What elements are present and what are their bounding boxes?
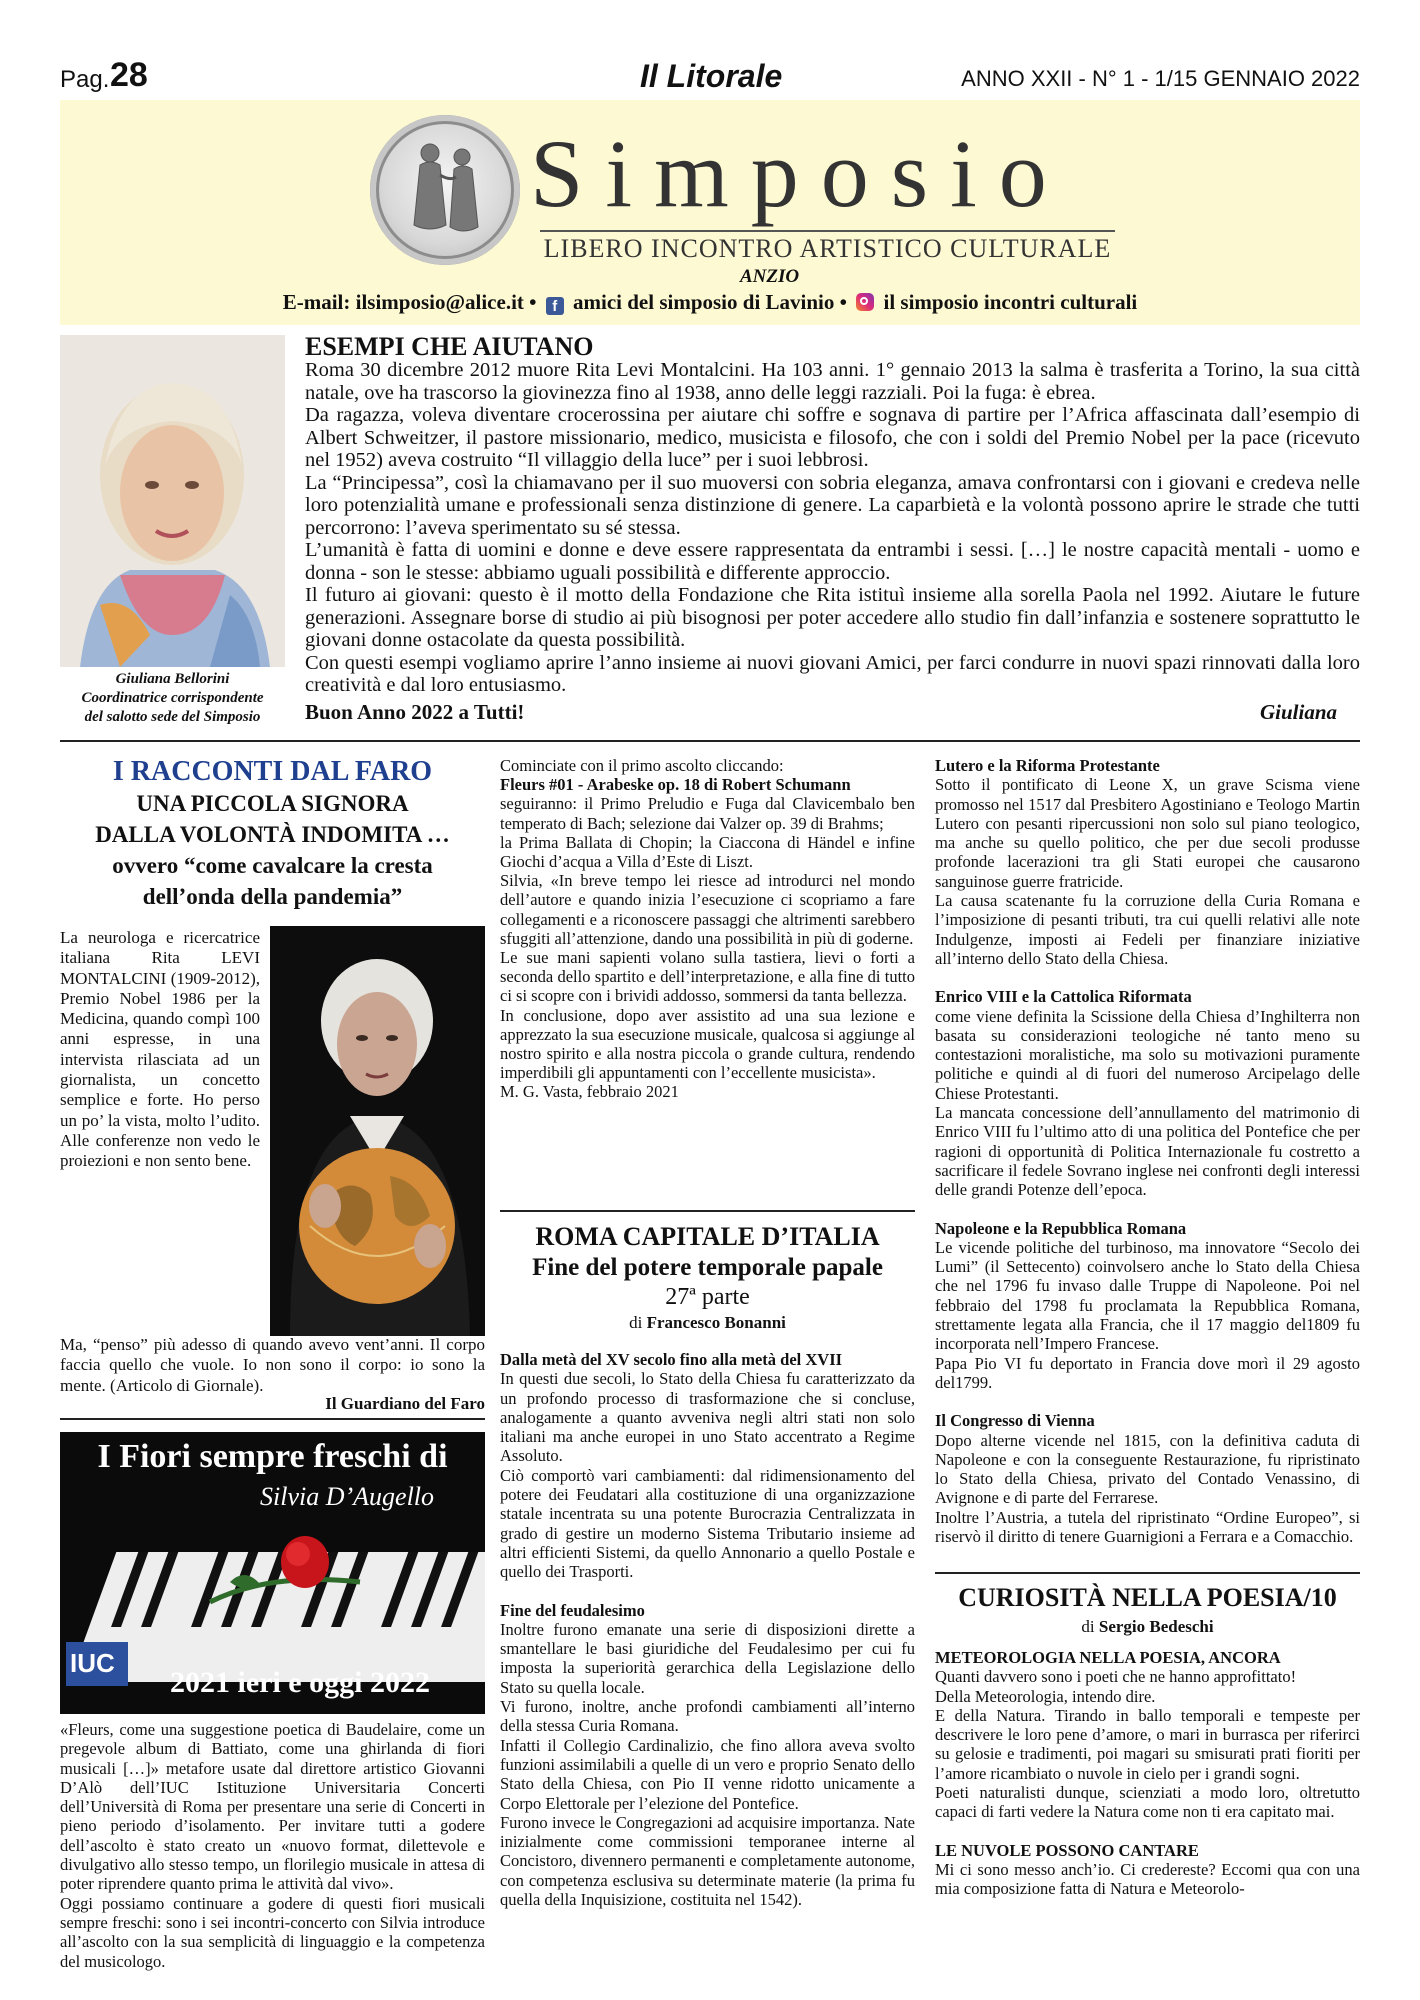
- giuliana-portrait: [60, 335, 285, 667]
- fiori-banner-title: I Fiori sempre freschi di: [97, 1438, 448, 1475]
- section-heading: Il Congresso di Vienna: [935, 1411, 1095, 1431]
- montalcini-photo: [270, 926, 485, 1336]
- page-header: [60, 58, 1360, 98]
- paragraph: Le vicende politiche del turbinoso, ma innovatore “Secolo dei Lumi” (il Settecento) coinvolsero anche lo Stato della Chiesa che nel 1796 fu invaso dalle Truppe di Napoleone. Poi nel febbraio del 1798 fu proclamata la Repubblica Romana, strettamente legata alla Francia, che il 17 maggio del1809 fu incorporata nell’Impero Francese.: [935, 1237, 1360, 1354]
- simposio-logo-icon: [370, 115, 520, 265]
- paragraph: seguiranno: il Primo Preludio e Fuga dal Clavicembalo ben temperato di Bach; selezione dai Valzer op. 39 di Brahms;: [500, 794, 915, 833]
- issue-info: ANNO XXII - N° 1 - 1/15 GENNAIO 2022: [961, 66, 1360, 91]
- paragraph: La mancata concessione dell’annullamento del matrimonio di Enrico VIII fu l’ultimo atto di una politica del Pontefice che per ragioni di opportunità di Politica Internazionale fu costretto a sacrificare il fedele Sovrano inglese nei confronti degli interessi delle grandi Potenze dell’epoca.: [935, 1103, 1360, 1200]
- roma-byline: [500, 1313, 915, 1333]
- paragraph: Vi furono, inoltre, anche profondi cambiamenti all’interno della stessa Curia Romana.: [500, 1697, 915, 1736]
- page-label: Pag.: [60, 66, 110, 93]
- simposio-location: ANZIO: [740, 266, 800, 287]
- paragraph: Ciò comportò vari cambiamenti: dal ridimensionamento del potere dei Feudatari alla costituzione di una organizzazione statale incentrata su una potente Burocrazia Centralizzata in grado di gestire un moderno Sistema Tributario insieme ad altri efficienti Sistemi, da quello Annonario a quello Postale e quello dei Trasporti.: [500, 1465, 915, 1582]
- email-contact[interactable]: E-mail: ilsimposio@alice.it: [282, 290, 524, 314]
- paragraph: Cominciate con il primo ascolto cliccando:: [500, 756, 784, 775]
- caption-line: Giuliana Bellorini: [115, 671, 230, 687]
- caption-line: del salotto sede del Simposio: [84, 709, 261, 725]
- faro-headline-line: dell’onda della pandemia”: [142, 884, 403, 909]
- paragraph: In conclusione, dopo aver assistito ad una sua lezione e apprezzato la sua esecuzione musicale, qualcosa si aggiunge al nostro spirito e alla nostra piccola o grande cultura, rendendo imperdibili gli appuntamenti con l’eccellente musicista».: [500, 1005, 915, 1083]
- roma-subtitle: Fine del potere temporale papale: [532, 1254, 883, 1281]
- section-heading: Lutero e la Riforma Protestante: [935, 756, 1160, 775]
- paragraph: Sotto il pontificato di Leone X, un grave Scisma viene promosso nel 1517 dal Presbitero Agostiniano e Teologo Martin Lutero con pesanti ripercussioni non solo sul piano teologico, ma anche su quello politico, che per due secoli produsse profonde lacerazioni tra gli Stati europei che causarono sanguinose guerre fratricide.: [935, 775, 1360, 891]
- article-closing: Buon Anno 2022 a Tutti!: [305, 700, 525, 724]
- section-heading: Napoleone e la Repubblica Romana: [935, 1218, 1187, 1238]
- faro-kicker: I RACCONTI DAL FARO: [112, 756, 433, 787]
- fiori-banner: [60, 1432, 485, 1714]
- curiosita-title: CURIOSITÀ NELLA POESIA/10: [958, 1583, 1337, 1612]
- section-heading: Dalla metà del XV secolo fino alla metà del XVII: [500, 1350, 843, 1369]
- fiori-banner-name: Silvia D’Augello: [260, 1482, 435, 1511]
- simposio-masthead: [60, 100, 1360, 325]
- divider: [60, 740, 1360, 742]
- paragraph: Inoltre l’Austria, a tutela del ripristinato “Ordine Europeo”, si riservò il diritto di tenere Guarnigioni a Ferrara e a Comacchio.: [935, 1507, 1360, 1546]
- paragraph: come viene definita la Scissione della Chiesa d’Inghilterra non basata su considerazioni teologiche né tanto meno su contestazioni moralistiche, ma solo su motivazioni puramente politiche e quindi al di fuori del numeroso Arcipelago delle Chiese Protestanti.: [935, 1006, 1360, 1103]
- faro-headline-line: DALLA VOLONTÀ INDOMITA …: [95, 822, 450, 847]
- faro-text-side: La neurologa e ricercatrice italiana Rita LEVI MONTALCINI (1909-2012), Premio Nobel 1986 per la Medicina, quando compì 100 anni espresse, in una intervista rilasciata ad un giornalista, un concetto semplice e forte. Ho perso un po’ la vista, molto l’udito. Alle conferenze non vedo le proiezioni e non sento bene.: [60, 928, 260, 1171]
- paragraph: Inoltre furono emanate una serie di disposizioni dirette a smantellare le basi giuridiche del Feudalesimo per cui fu imposta la superiorità gerarchica della Legislazione dello Stato su quella locale.: [500, 1619, 915, 1697]
- page-number: 28: [110, 56, 148, 94]
- paragraph: Della Meteorologia, intendo dire.: [935, 1686, 1156, 1706]
- newspaper-name: Il Litorale: [640, 58, 783, 94]
- bullet: •: [529, 290, 537, 314]
- author-line: M. G. Vasta, febbraio 2021: [500, 1082, 679, 1102]
- caption-line: Coordinatrice corrispondente: [81, 690, 264, 706]
- faro-headline: [60, 756, 485, 912]
- facebook-icon: f: [546, 297, 564, 315]
- roma-part: 27ª parte: [665, 1284, 750, 1310]
- paragraph: la Prima Ballata di Chopin; la Ciaccona di Händel e infine Giochi d’acqua a Villa d’Este di Liszt.: [500, 832, 915, 872]
- paragraph: L’umanità è fatta di uomini e donne e deve essere rappresentata da entrambi i sessi. […] le nostre capacità mentali - uomo e donna - son le stesse: abbiamo uguali possibilità e differente approccio.: [305, 539, 1360, 584]
- concert-link[interactable]: Fleurs #01 - Arabeske op. 18 di Robert Schumann: [500, 775, 851, 795]
- paragraph: «Fleurs, come una suggestione poetica di Baudelaire, come un pregevole album di Battiato, come una ghirlanda di fiori musicali […]» metafore usate dal direttore artistico Giovanni D’Alò dell’IUC Istituzione Universitaria Concerti dell’Università di Roma per presentare una serie di Concerti in pieno periodo d’isolamento. Per invitare tutti a godere dell’ascolto è stato creato un «nuovo format, dilettevole e divulgativo allo stesso tempo, un florilegio musicale in attesa di poter riprendere quanto prima le attività dal vivo».: [60, 1720, 485, 1894]
- iuc-logo: IUC: [70, 1648, 115, 1678]
- instagram-icon: [856, 293, 874, 311]
- paragraph: Papa Pio VI fu deportato in Francia dove morì il 29 agosto del1799.: [935, 1353, 1360, 1392]
- portrait-caption: [60, 670, 285, 727]
- paragraph: Le sue mani sapienti volano sulla tastiera, lievi o forti a seconda dello spartito e dell’interpretazione, e alla fine di tutto ci si scopre con i brividi addosso, sommersi da tanta bellezza.: [500, 948, 915, 1006]
- section-heading: Fine del feudalesimo: [500, 1600, 645, 1620]
- fiori-text-continued: [500, 756, 915, 1102]
- byline-prefix: di: [1081, 1617, 1095, 1636]
- divider: [935, 1572, 1360, 1574]
- roma-body-continued: [935, 756, 1360, 1546]
- paragraph: E della Natura. Tirando in ballo temporali e tempeste per descrivere le loro pene d’amore, o mari in burrasca per riferirci su gelosie e tradimenti, poi magari su smisurati prati fioriti per l’amore ricambiato o nuvole in cielo per i grandi sogni.: [935, 1705, 1360, 1783]
- curiosita-byline: [935, 1617, 1360, 1637]
- paragraph: Poeti naturalisti dunque, scienziati a modo loro, oltretutto capaci di farti vedere la Natura come non ti era capitato mai.: [935, 1783, 1360, 1822]
- paragraph: In questi due secoli, lo Stato della Chiesa fu caratterizzato da un profondo processo di trasformazione che si concluse, analogamente a quanto avveniva negli altri stati non solo italiani ma anche europei in uno Stato accentrato a Regime Assoluto.: [500, 1369, 915, 1466]
- byline-author: Francesco Bonanni: [646, 1313, 786, 1332]
- article-body: [305, 359, 1360, 697]
- curiosita-headline: [935, 1583, 1360, 1637]
- byline-author: Sergio Bedeschi: [1098, 1617, 1214, 1636]
- fiori-text: [60, 1720, 485, 1971]
- paragraph: Mi ci sono messo anch’io. Ci credereste? Eccomi qua con una mia composizione fatta di Natura e Meteorolo-: [935, 1859, 1360, 1899]
- faro-headline-line: UNA PICCOLA SIGNORA: [136, 791, 409, 816]
- faro-headline-line: ovvero “come cavalcare la cresta: [112, 853, 433, 878]
- contact-line: [60, 290, 1360, 315]
- paragraph: Silvia, «In breve tempo lei riesce ad introdurci nel mondo dell’autore e quando inizia l’esecuzione ci scopriamo a fare collegamenti e a riconoscere passaggi che altrimenti sarebbero sfuggiti all’attenzione, dando una possibilità in più di goderne.: [500, 871, 915, 948]
- paragraph: Infatti il Collegio Cardinalizio, che fino allora aveva svolto funzioni assimilabili a quelle di un vero e proprio Senato dello Stato della Chiesa, con Pio II venne ridotto unicamente a Corpo Elettorale per l’elezione del Pontefice.: [500, 1735, 915, 1813]
- curiosita-body: [935, 1648, 1360, 1899]
- paragraph: Quanti davvero sono i poeti che ne hanno approfittato!: [935, 1667, 1297, 1687]
- facebook-contact[interactable]: amici del simposio di Lavinio: [573, 290, 835, 314]
- paragraph: Con questi esempi vogliamo aprire l’anno insieme ai nuovi giovani Amici, per farci condurre in nuovi spazi rinnovati dalla loro creatività e dal loro entusiasmo.: [305, 651, 1360, 696]
- paragraph: Roma 30 dicembre 2012 muore Rita Levi Montalcini. Ha 103 anni. 1° gennaio 2013 la salma è trasferita a Torino, la sua città natale, ove ha trascorso la giovinezza fino al 1938, anno delle leggi razziali. Poi la fuga: è ebrea.: [305, 359, 1360, 404]
- section-heading: Enrico VIII e la Cattolica Riformata: [935, 987, 1192, 1007]
- divider: [500, 1210, 915, 1212]
- paragraph: Oggi possiamo continuare a godere di questi fiori musicali sempre freschi: sono i sei incontri-concerto con Silvia introduce all’ascolto con la sua semplicità di linguaggio e la competenza del musicologo.: [60, 1893, 485, 1971]
- paragraph: Il futuro ai giovani: questo è il motto della Fondazione che Rita istituì insieme alla sorella Paola nel 1992. Aiutare le future generazioni. Assegnare borse di studio ai più bisognosi per poter accedere allo studio fin dall’infanzia e sostenere soprattutto le giovani donne ostacolate da questa possibilità.: [305, 584, 1360, 651]
- faro-text: Ma, “penso” più adesso di quando avevo vent’anni. Il corpo faccia quello che vuole. Io non sono il corpo: io sono la mente. (Articolo di Giornale).: [60, 1335, 485, 1395]
- section-heading: METEOROLOGIA NELLA POESIA, ANCORA: [935, 1648, 1281, 1667]
- bullet: •: [839, 290, 847, 314]
- roma-headline: [500, 1222, 915, 1333]
- instagram-contact[interactable]: il simposio incontri culturali: [883, 290, 1138, 314]
- fiori-banner-years: 2021 ieri e oggi 2022: [170, 1666, 430, 1699]
- section-heading: LE NUVOLE POSSONO CANTARE: [935, 1840, 1199, 1860]
- byline-prefix: di: [629, 1313, 643, 1332]
- article-title: ESEMPI CHE AIUTANO: [305, 332, 594, 361]
- paragraph: La “Principessa”, così la chiamavano per il suo muoversi con sobria eleganza, amava confrontarsi con i giovani e credeva nelle loro potenzialità umane e professionali senza distinzione di genere. La caparbietà e la volontà possono aprire le strade che tutti percorrono: l’aveva sperimentato su sé stessa.: [305, 471, 1360, 539]
- roma-title: ROMA CAPITALE D’ITALIA: [535, 1222, 880, 1251]
- paragraph: Dopo alterne vicende nel 1815, con la definitiva caduta di Napoleone e con la conseguente Restaurazione, fu ripristinato lo Stato della Chiesa, privato del Contado Venassino, di Avignone e di parte del Ferrarese.: [935, 1430, 1360, 1508]
- simposio-title: Simposio: [530, 120, 1069, 227]
- paragraph: Da ragazza, voleva diventare crocerossina per aiutare chi soffre e sognava di partire per l’Africa affascinata dall’esempio di Albert Schweitzer, il pastore missionario, medico, musicista e filosofo, che con i soldi del Premio Nobel per la pace (ricevuto nel 1952) aveva costruito “Il villaggio della luce” per i suoi lebbrosi.: [305, 404, 1360, 471]
- paragraph: Furono invece le Congregazioni ad acquisire importanza. Nate inizialmente come commissioni temporanee interne al Concistoro, divennero permanenti e completamente autonome, con competenza esclusiva su determinate materie (la prima fu quella della Inquisizione, costituita nel 1542).: [500, 1812, 915, 1910]
- paragraph: La causa scatenante fu la corruzione della Curia Romana e l’imposizione di pesanti tributi, tra cui quelli relativi alle note Indulgenze, imposti ai Fedeli per finanziare iniziative all’interno dello Stato della Chiesa.: [935, 891, 1360, 968]
- divider: [60, 1418, 485, 1420]
- roma-body: [500, 1350, 915, 1909]
- article-signature: Giuliana: [1260, 700, 1338, 724]
- faro-signature: Il Guardiano del Faro: [325, 1394, 485, 1413]
- simposio-subtitle: LIBERO INCONTRO ARTISTICO CULTURALE: [540, 230, 1115, 264]
